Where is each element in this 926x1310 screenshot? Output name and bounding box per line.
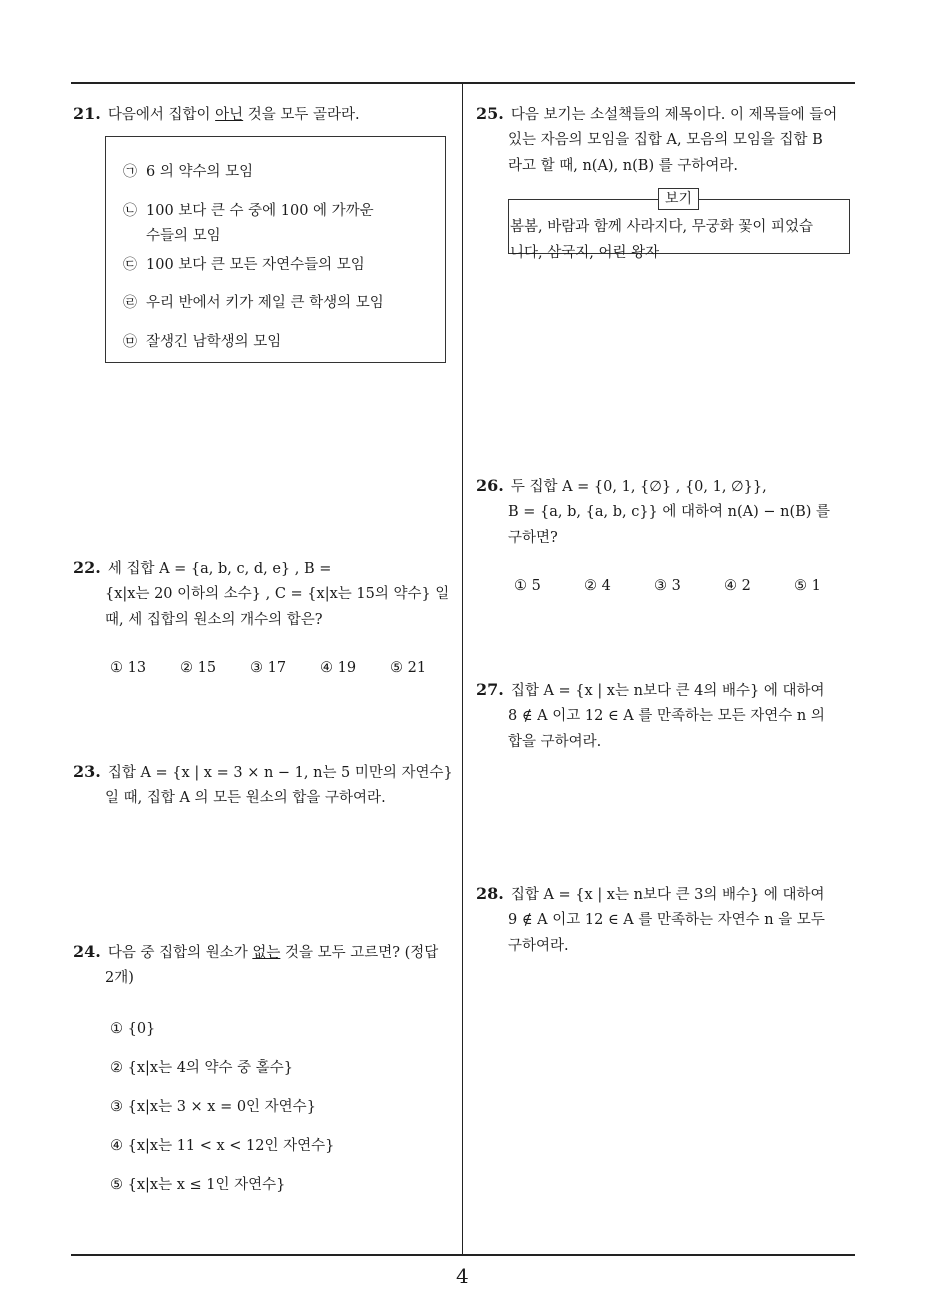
q21-item-5 (122, 332, 281, 352)
choice-3[interactable]: ③ 3 (654, 578, 681, 594)
q25-box-line2: 니다, 삼국지, 어린 왕자 (510, 245, 660, 261)
choice-1[interactable]: ① 5 (514, 578, 541, 594)
choice-2[interactable]: ② 4 (584, 578, 611, 594)
q21-item-1 (122, 162, 253, 182)
question-number: 27. (476, 680, 504, 699)
q21-item-4 (122, 293, 384, 313)
question-text-end: 것을 모두 골라라. (243, 107, 360, 123)
question-text-line1: 집합 A = {x | x는 n보다 큰 3의 배수} 에 대하여 (510, 887, 825, 903)
question-text-line1: 다음 보기는 소설책들의 제목이다. 이 제목들에 들어 (510, 107, 838, 123)
question-text: 다음 중 집합의 원소가 (107, 945, 253, 961)
question-21 (73, 104, 360, 125)
question-text-line1: 집합 A = {x | x는 n보다 큰 4의 배수} 에 대하여 (510, 683, 825, 699)
item-text: 잘생긴 남학생의 모임 (146, 334, 282, 350)
question-text-end: 것을 모두 고르면? (정답 (280, 945, 439, 961)
question-number: 23. (73, 762, 101, 781)
question-text-line3: 때, 세 집합의 원소의 개수의 합은? (105, 612, 323, 628)
question-text-line3: 합을 구하여라. (508, 734, 602, 750)
question-number: 28. (476, 884, 504, 903)
q22-choices (110, 658, 450, 678)
item-text: 우리 반에서 키가 제일 큰 학생의 모임 (146, 295, 384, 311)
question-number: 22. (73, 558, 101, 577)
question-22-line3 (105, 610, 323, 630)
q26-choices (514, 576, 844, 596)
question-text-line1: 두 집합 A = {0, 1, {∅} , {0, 1, ∅}}, (510, 479, 767, 495)
question-text-line1: 세 집합 A = {a, b, c, d, e} , B = (107, 561, 332, 577)
q24-choice-4[interactable]: ④ {x|x는 11 < x < 12인 자연수} (110, 1138, 335, 1154)
question-text: 다음에서 집합이 (107, 107, 216, 123)
question-text-line2: 일 때, 집합 A 의 모든 원소의 합을 구하여라. (105, 790, 386, 806)
question-25 (476, 104, 837, 125)
choice-2[interactable]: ② 15 (180, 660, 217, 676)
question-text-line3: 라고 할 때, n(A), n(B) 를 구하여라. (508, 158, 738, 174)
column-divider (462, 83, 463, 1255)
item-text-continued: 수들의 모임 (146, 228, 221, 244)
choice-4[interactable]: ④ 19 (320, 660, 357, 676)
question-27-line2 (508, 706, 825, 726)
item-text: 100 보다 큰 수 중에 100 에 가까운 (146, 203, 374, 219)
question-26 (476, 476, 767, 497)
q21-item-2-cont (146, 226, 221, 246)
question-22 (73, 558, 331, 579)
question-26-line2 (508, 502, 830, 522)
question-number: 21. (73, 104, 101, 123)
q21-item-3 (122, 255, 365, 275)
q24-choice-3[interactable]: ③ {x|x는 3 × x = 0인 자연수} (110, 1099, 316, 1115)
question-25-line2 (508, 130, 823, 150)
item-marker: ㉣ (123, 295, 137, 311)
q21-item-2 (122, 201, 374, 221)
question-number: 25. (476, 104, 504, 123)
item-text: 6 의 약수의 모임 (146, 164, 254, 180)
question-22-line2 (105, 584, 449, 604)
question-28-line3 (508, 936, 569, 956)
page-number: 4 (456, 1264, 469, 1288)
question-28 (476, 884, 825, 905)
question-text-line2: 9 ∉ A 이고 12 ∈ A 를 만족하는 자연수 n 을 모두 (508, 912, 825, 928)
example-label: 보기 (658, 188, 699, 210)
question-27 (476, 680, 825, 701)
item-marker: ㉤ (123, 334, 137, 350)
question-text-line3: 구하면? (508, 530, 558, 546)
question-24-line2 (105, 968, 134, 988)
question-24 (73, 942, 438, 963)
question-text-line3: 구하여라. (508, 938, 569, 954)
choice-3[interactable]: ③ 17 (250, 660, 287, 676)
choice-1[interactable]: ① 13 (110, 660, 147, 676)
question-text-line2: {x|x는 20 이하의 소수} , C = {x|x는 15의 약수} 일 (105, 586, 450, 602)
question-23-line2 (105, 788, 386, 808)
item-marker: ㉡ (123, 203, 137, 219)
item-marker: ㉠ (123, 164, 137, 180)
underlined-word: 없는 (252, 945, 281, 961)
q24-choice-2[interactable]: ② {x|x는 4의 약수 중 홀수} (110, 1060, 294, 1076)
question-text-line2: 8 ∉ A 이고 12 ∈ A 를 만족하는 모든 자연수 n 의 (508, 708, 825, 724)
item-text: 100 보다 큰 모든 자연수들의 모임 (146, 257, 365, 273)
choice-4[interactable]: ④ 2 (724, 578, 751, 594)
choice-5[interactable]: ⑤ 1 (794, 578, 821, 594)
question-25-line3 (508, 156, 738, 176)
q24-choice-5[interactable]: ⑤ {x|x는 x ≤ 1인 자연수} (110, 1177, 286, 1193)
q25-box-line1: 봄봄, 바람과 함께 사라지다, 무궁화 꽃이 피었습 (510, 219, 814, 235)
question-26-line3 (508, 528, 558, 548)
item-marker: ㉢ (123, 257, 137, 273)
question-text-line1: 집합 A = {x | x = 3 × n − 1, n는 5 미만의 자연수} (107, 765, 453, 781)
underlined-word: 아닌 (215, 107, 244, 123)
question-text-line2: B = {a, b, {a, b, c}} 에 대하여 n(A) − n(B) 를 (508, 504, 831, 520)
question-27-line3 (508, 732, 601, 752)
question-text-line2: 2개) (105, 970, 134, 986)
question-number: 26. (476, 476, 504, 495)
question-28-line2 (508, 910, 825, 930)
choice-5[interactable]: ⑤ 21 (390, 660, 427, 676)
question-number: 24. (73, 942, 101, 961)
question-text-line2: 있는 자음의 모임을 집합 A, 모음의 모임을 집합 B (508, 132, 823, 148)
question-23 (73, 762, 453, 783)
q24-choice-1[interactable]: ① {0} (110, 1021, 156, 1037)
